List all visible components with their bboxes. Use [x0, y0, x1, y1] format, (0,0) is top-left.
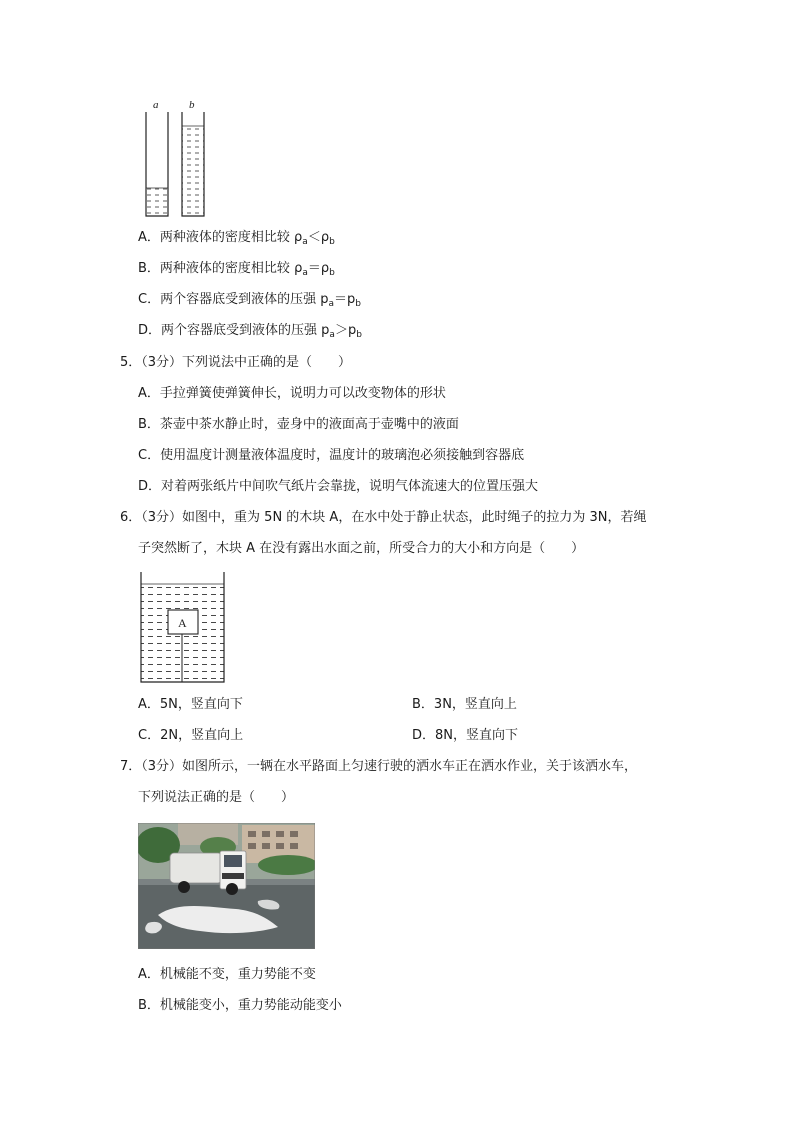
q7-stem-line2: 下列说法正确的是（ ）: [138, 790, 295, 805]
container-b-label: b: [189, 99, 195, 111]
container-b-liquid: [182, 126, 204, 216]
q5-stem: 5．（3分）下列说法中正确的是（ ）: [120, 355, 352, 370]
q6-stem-line2: 子突然断了，木块 A 在没有露出水面之前，所受合力的大小和方向是（ ）: [138, 541, 585, 556]
q5-option-a: A．手拉弹簧使弹簧伸长，说明力可以改变物体的形状: [138, 386, 446, 401]
q4-containers-figure: [138, 96, 218, 220]
q6-water-tank-figure: [138, 570, 228, 686]
sprinkler-truck-photo: [138, 823, 315, 949]
q7-option-a: A．机械能不变，重力势能不变: [138, 967, 316, 982]
q7-option-b: B．机械能变小，重力势能动能变小: [138, 998, 342, 1013]
q4-option-b: B．两种液体的密度相比较 $\rho_a=\rho_b$: [138, 261, 335, 278]
container-a-liquid: [146, 188, 168, 216]
q4-option-c: C．两个容器底受到液体的压强 $p_a=p_b$: [138, 292, 361, 309]
q6-option-b: B．3N，竖直向上: [412, 697, 517, 712]
q6-option-a: A．5N，竖直向下: [138, 697, 243, 712]
q4-option-d: D．两个容器底受到液体的压强 $p_a>p_b$: [138, 323, 362, 340]
q5-option-d: D．对着两张纸片中间吹气纸片会靠拢，说明气体流速大的位置压强大: [138, 479, 539, 494]
container-a-label: a: [153, 99, 159, 111]
q6-option-c: C．2N，竖直向上: [138, 728, 244, 743]
truck-tank: [170, 853, 222, 883]
q6-option-d: D．8N，竖直向下: [412, 728, 519, 743]
q7-stem-line1: 7．（3分）如图所示，一辆在水平路面上匀速行驶的洒水车正在洒水作业，关于该洒水车，: [120, 759, 638, 774]
block-label: A: [178, 616, 187, 630]
q6-stem-line1: 6．（3分）如图中，重为 5N 的木块 A，在水中处于静止状态，此时绳子的拉力为 3N，若绳: [120, 510, 647, 525]
q5-option-b: B．茶壶中茶水静止时，壶身中的液面高于壶嘴中的液面: [138, 417, 459, 432]
q5-option-c: C．使用温度计测量液体温度时，温度计的玻璃泡必须接触到容器底: [138, 448, 525, 463]
q4-option-a: A．两种液体的密度相比较 $\rho_a<\rho_b$: [138, 230, 335, 247]
